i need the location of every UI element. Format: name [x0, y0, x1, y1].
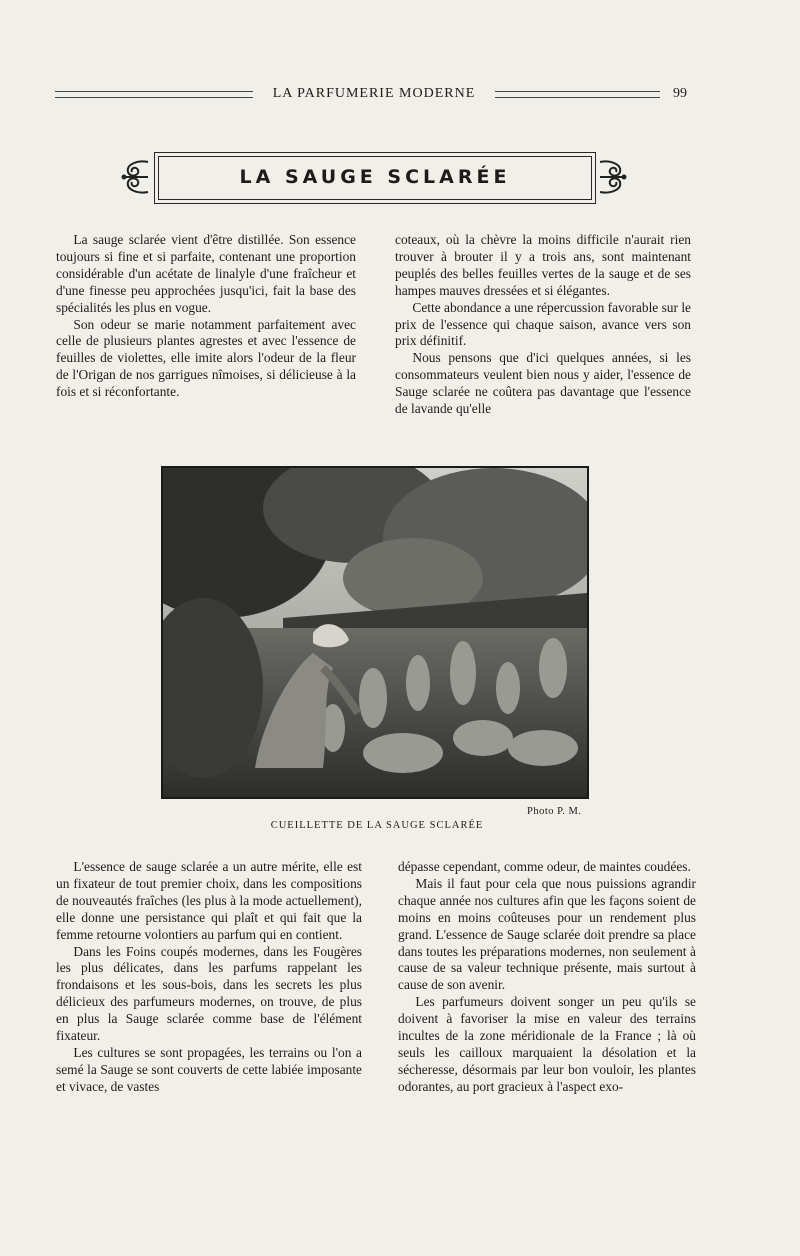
photo-illustration [163, 468, 587, 797]
paragraph: Mais il faut pour cela que nous puissions agrandir chaque année nos cultures afin que les façons soient de moins en moins coûteuses pour un rendement plus grand. L'essence de Sauge sclarée doit prendre sa place dans toutes les préparations modernes, non seulement à cause de sa valeur technique présente, mais surtout à cause de son avenir. [398, 875, 696, 993]
paragraph: Dans les Foins coupés modernes, dans les Fougères les plus délicates, dans les parfums rappelant les frondaisons et les sous-bois, dans les secrets les plus délicieux des parfumeurs modernes, on trouve, de plus en plus la Sauge sclarée comme base de l'élément fixateur. [56, 943, 362, 1044]
article-title: LA SAUGE SCLARÉE [239, 166, 511, 188]
paragraph: dépasse cependant, comme odeur, de maintes coudées. [398, 859, 691, 874]
paragraph: Les cultures se sont propagées, les terrains ou l'on a semé la Sauge se sont couverts de cette labiée imposante et vivace, de vastes [56, 1044, 362, 1094]
journal-title: LA PARFUMERIE MODERNE [272, 86, 476, 101]
text-column-2 [395, 232, 691, 418]
sage-harvest-photo [161, 466, 589, 799]
article-title-banner [118, 150, 630, 206]
photo-caption: CUEILLETTE DE LA SAUGE SCLARÉE [270, 820, 484, 831]
title-frame [154, 152, 596, 204]
scroll-ornament-left-icon [118, 152, 152, 202]
paragraph: La sauge sclarée vient d'être distillée. Son essence toujours si fine et si parfaite, contenant une proportion considérable d'un acétate de linalyle d'une fraîcheur et d'une finesse peu approchées jusqu'ici, fait la base des spécialités les plus en vogue. [56, 232, 356, 315]
paragraph: Son odeur se marie notamment parfaitement avec celle de plusieurs plantes agrestes et avec l'essence de feuilles de violettes, elle imite alors l'odeur de la fleur de l'Origan de nos garrigues nîmoises, si délicieuse à la fois et si réconfortante. [56, 316, 356, 400]
paragraph: Cette abondance a une répercussion favorable sur le prix de l'essence qui chaque saison, avance vers son prix définitif. [395, 299, 691, 349]
text-column-1 [56, 232, 356, 401]
page-number: 99 [673, 86, 687, 101]
paragraph: Les parfumeurs doivent songer un peu qu'ils se doivent à favoriser la mise en valeur des terrains incultes de la zone méridionale de la France ; là où seuls les cailloux marquaient la désolation et la sécheresse, désormais par leur bon vouloir, les plantes odorantes, au port gracieux à l'aspect exo- [398, 994, 696, 1094]
paragraph: Nous pensons que d'ici quelques années, si les consommateurs veulent bien nous y aider, l'essence de Sauge sclarée ne coûtera pas davantage que l'essence de lavande qu'elle [395, 350, 691, 417]
text-column-3 [56, 859, 362, 1096]
scroll-ornament-right-icon [596, 152, 630, 202]
paragraph: coteaux, où la chèvre la moins difficile n'aurait rien trouver à brouter il y a trois ans, sont maintenant peuplés des belles feuilles vertes de la sauge et de ses hampes mauves dressées et si élégantes. [395, 232, 691, 298]
running-header [55, 84, 687, 104]
header-rule-left [55, 91, 253, 98]
photo-credit: Photo P. M. [527, 806, 582, 817]
header-rule-right [495, 91, 660, 98]
paragraph: L'essence de sauge sclarée a un autre mérite, elle est un fixateur de tout premier choix, dans les compositions de nouveautés fraîches (les plus à la mode actuellement), elle donne une persistance qui plaît et qui fait que la femme retourne volontiers au parfum qui en contient. [56, 859, 362, 942]
text-column-4 [398, 859, 696, 1096]
